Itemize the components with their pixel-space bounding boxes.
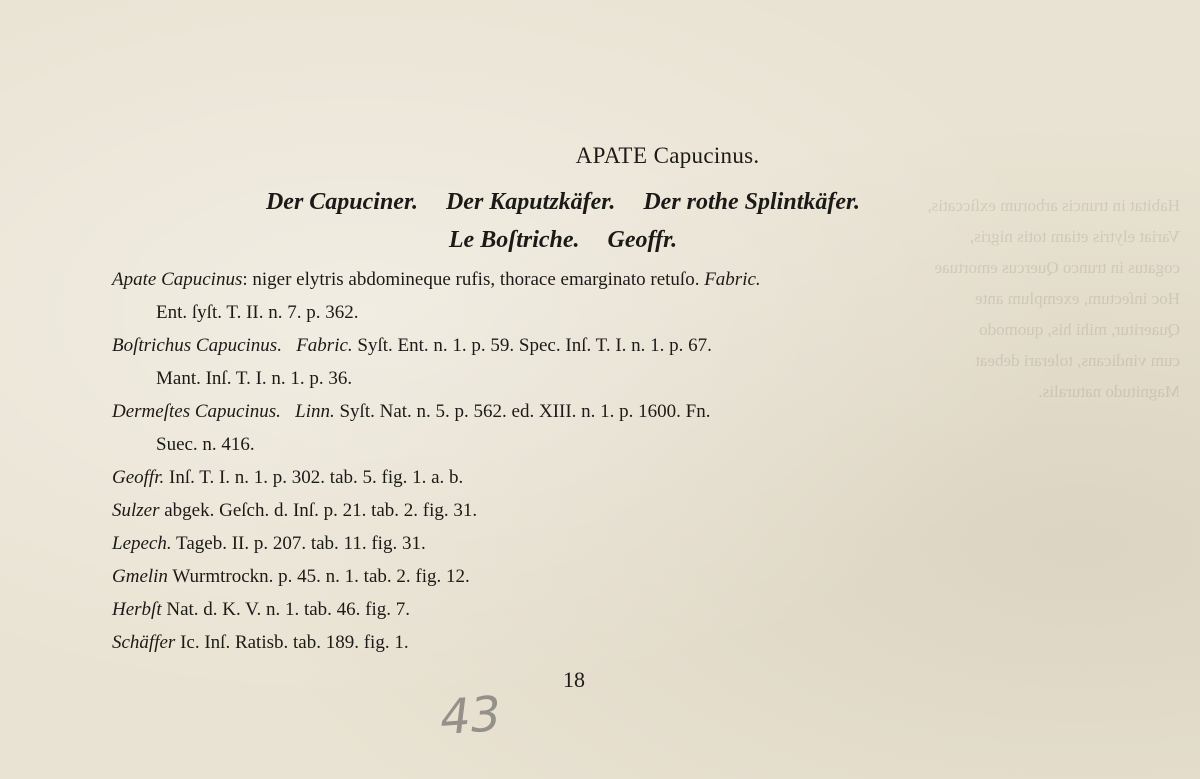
synonym-entry [112,626,1012,659]
entry-continuation: Mant. Inſ. T. I. n. 1. p. 36. [156,368,353,389]
synonym-text: Tageb. II. p. 207. tab. 11. fig. 31. [176,533,426,554]
synonym-text: Syſt. Ent. n. 1. p. 59. Spec. Inſ. T. I. n. 1. p. 67. [357,335,712,356]
synonym-name: Lepech. [112,533,172,554]
genus-name: APATE [575,143,648,168]
synonym-text: Ic. Inſ. Ratisb. tab. 189. fig. 1. [180,632,409,653]
synonym-entry [112,593,1012,626]
synonym-name: Apate Capucinus [112,269,243,290]
common-name: Le Boſtriche. [448,227,580,253]
bleed-through-text: Habitat in truncis arborum exſiccatis, Variat elytris etiam totis nigris, cogatus in trunco Quercus emortuae Hoc inſectum, exemplum ante Quaeritur, mihi his, quomodo cum vindicans, tolerari debeat Magnitudo naturalis. [927,196,1180,401]
reference-author: Fabric. [296,335,353,356]
synonym-entry [112,527,1012,560]
reference-author: Linn. [295,401,335,422]
synonym-text: : niger elytris abdomineque rufis, thorace emarginato retuſo. [242,269,700,290]
synonym-text: abgek. Geſch. d. Inſ. p. 21. tab. 2. fig. 31. [164,500,478,521]
common-name: Geoffr. [607,227,678,253]
common-name: Der Kaputzkäfer. [445,189,616,215]
common-names-line-1 [183,183,943,221]
synonym-text: Syſt. Nat. n. 5. p. 562. ed. XIII. n. 1. p. 1600. Fn. [339,401,711,422]
synonym-entry [112,263,1012,329]
common-name: Der Capuciner. [265,189,418,215]
species-name: Capucinus. [653,143,760,168]
synonym-name: Gmelin [112,566,168,587]
synonym-entry [112,395,1012,461]
synonym-name: Geoffr. [112,467,165,488]
synonym-name: Schäffer [112,632,176,653]
synonym-text: Inſ. T. I. n. 1. p. 302. tab. 5. fig. 1. a. b. [169,467,464,488]
handwritten-annotation: 43 [438,685,503,747]
synonym-entry [112,329,1012,395]
synonym-name: Dermeſtes Capucinus. [112,401,281,422]
common-names [183,183,943,259]
synonym-name: Boſtrichus Capucinus. [112,335,282,356]
synonym-text: Nat. d. K. V. n. 1. tab. 46. fig. 7. [166,599,411,620]
entry-continuation: Ent. ſyſt. T. II. n. 7. p. 362. [156,302,359,323]
common-name: Der rothe Splintkäfer. [643,189,861,215]
species-heading [0,143,1200,169]
synonymy-list [112,263,1012,659]
synonym-name: Herbſt [112,599,162,620]
synonym-text: Wurmtrockn. p. 45. n. 1. tab. 2. fig. 12. [172,566,470,587]
synonym-entry [112,560,1012,593]
page-number: 18 [563,667,585,692]
common-names-line-2 [183,221,943,259]
reference-author: Fabric. [704,269,761,290]
synonym-entry [112,461,1012,494]
synonym-name: Sulzer [112,500,160,521]
synonym-entry [112,494,1012,527]
entry-continuation: Suec. n. 416. [156,434,255,455]
